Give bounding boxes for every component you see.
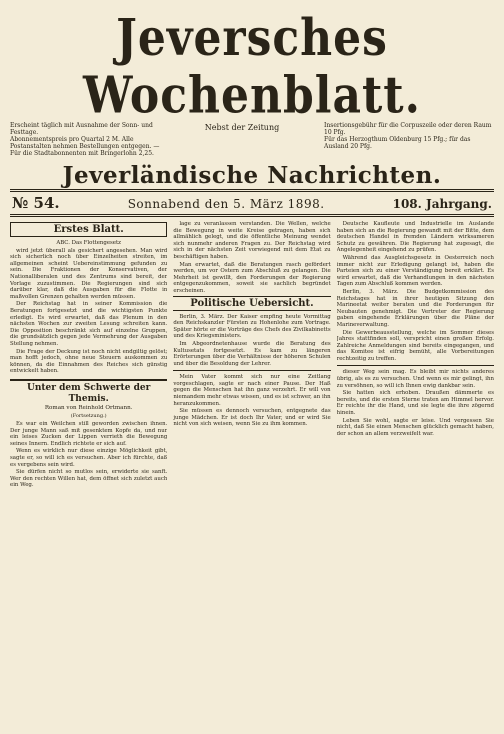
- header-rule-bottom: [10, 214, 494, 217]
- subscription-notice: [10, 122, 160, 157]
- article-columns: [10, 221, 494, 490]
- article-paragraph: lage zu veranlassen verstanden. Die Wellen, welche die Bewegung in weite Kreise getragen, haben sich allmählich gelegt, und die öffentliche Meinung wendet sich nunmehr anderen Fragen zu. Der Reichstag wird sich in der nächsten Zeit vorwiegend mit dem Etat zu beschäftigen haben.: [173, 221, 331, 260]
- column-2: [173, 221, 330, 490]
- publication-schedule: Erscheint täglich mit Ausnahme der Sonn- und Festtage.: [10, 122, 153, 136]
- regional-fee: Für das Herzogthum Oldenburg 15 Pfg.; für das Ausland 20 Pfg.: [324, 136, 471, 150]
- article-paragraph: Die Frage der Deckung ist noch nicht endgiltig gelöst; man hofft jedoch, ohne neue Steuern auskommen zu können, da die Einnahmen des Reiches sich günstig entwickelt haben.: [10, 348, 168, 375]
- article-paragraph: Der Reichstag hat in seiner Kommission die Beratungen fortgesetzt und die wichtigsten Punkte erledigt. Es wird erwartet, daß das Plenum in den nächsten Wochen zur zweiten Lesung schreiten kann. Die Opposition beschränkt sich auf einzelne Gruppen, die grundsätzlich gegen jede Vermehrung der Ausgaben Stellung nehmen.: [10, 301, 168, 347]
- news-paragraph: Deutsche Kaufleute und Industrielle im Auslande haben sich an die Regierung gewandt mit der Bitte, dem deutschen Handel in fremden Ländern wirksameren Schutz zu gewähren. Die Regierung hat zugesagt, die Angelegenheit eingehend zu prüfen.: [336, 221, 494, 254]
- serial-paragraph: Wenn es wirklich nur diese einzige Möglichkeit gibt, sagte er, so will ich es versuchen. Aber ich fürchte, daß es vergebens sein wird.: [10, 448, 168, 468]
- issue-number: № 54.: [12, 194, 60, 212]
- article-paragraph: wird jetzt überall als gesichert angesehen. Man wird sich sicherlich noch über Einzelheiten streiten, im allgemeinen scheint Uebereinstimmung gefunden zu sein. Die Fraktionen der Konservativen, der Nationalliberalen und des Zentrums sind bereit, der Vorlage zuzustimmen. Die Regierungen sind sich darüber klar, daß die Ausgaben für die Flotte in maßvollen Grenzen gehalten werden müssen.: [10, 247, 168, 300]
- article-paragraph: Man erwartet, daß die Beratungen rasch gefördert werden, um vor Ostern zum Abschluß zu gelangen. Die Mehrheit ist gewillt, den Forderungen der Regierung entgegenzukommen, soweit sie sachlich begründet erscheinen.: [173, 261, 331, 294]
- news-paragraph: Im Abgeordnetenhause wurde die Beratung des Kultusetats fortgesetzt. Es kam zu längeren Erörterungen über die Verhältnisse der höheren Schulen und über die Besoldung der Lehrer.: [173, 340, 331, 367]
- news-paragraph: Berlin, 3. März. Die Budgetkommission des Reichstages hat in ihrer heutigen Sitzung den Marineetat weiter beraten und die Forderungen für Neubauten genehmigt. Die Vertreter der Regierung gaben eingehende Erklärungen über die Pläne der Marineverwaltung.: [336, 288, 494, 328]
- subscription-price: Abonnementspreis pro Quartal 2 M. Alle Postanstalten nehmen Bestellungen entgegen. — Für die Stadtabonnenten mit Bringerlohn 2,25.: [10, 136, 160, 157]
- column-3: [337, 221, 494, 490]
- serial-paragraph: Leben Sie wohl, sagte er leise. Und vergessen Sie nicht, daß Sie einen Menschen glücklich gemacht haben, der schon an allem verzweifelt war.: [336, 417, 494, 437]
- news-paragraph: Die Gewerbeausstellung, welche im Sommer dieses Jahres stattfinden soll, verspricht einen großen Erfolg. Zahlreiche Anmeldungen sind bereits eingegangen, und das Komitee ist eifrig bemüht, alle Vorbereitungen rechtzeitig zu treffen.: [336, 329, 494, 362]
- serial-paragraph: Sie dürfen nicht so mutlos sein, erwiderte sie sanft. Wer den rechten Willen hat, dem öffnet sich zuletzt auch ein Weg.: [10, 469, 168, 489]
- column-divider: [173, 370, 330, 371]
- issue-date: Sonnabend den 5. März 1898.: [127, 197, 325, 211]
- masthead-title: Jeversches Wochenblatt.: [83, 8, 421, 125]
- section-header-first-sheet: Erstes Blatt.: [10, 222, 167, 237]
- issue-year: 108. Jahrgang.: [392, 197, 492, 211]
- section-header-politics: Politische Uebersicht.: [173, 296, 330, 311]
- article-heading: ABC. Das Flottengesetz: [56, 240, 121, 246]
- serial-continuation-note: (Fortsetzung.): [70, 413, 107, 420]
- news-paragraph: Berlin, 3. März. Der Kaiser empfing heute Vormittag den Reichskanzler Fürsten zu Hohenlohe zum Vortrage. Später hörte er die Vorträge des Chefs des Zivilkabinetts und des Kriegsministers.: [173, 313, 331, 340]
- insertion-fee: Insertionsgebühr für die Corpuszeile oder deren Raum 10 Pfg.: [324, 122, 492, 136]
- serial-paragraph: Sie müssen es dennoch versuchen, entgegnete das junge Mädchen. Er ist doch Ihr Vater, und er wird Sie nicht von sich weisen, wenn Sie zu ihm kommen.: [173, 408, 331, 428]
- serial-paragraph: Mein Vater kommt sich nur eine Zeitlang vorgeschlagen, sagte er nach einer Pause. Der Haß gegen die Menschen hat ihn ganz verzehrt. Er will von niemandem mehr etwas wissen, und es ist schwer, an ihn heranzukommen.: [173, 374, 331, 407]
- serial-paragraph: Es war ein Weilchen still geworden zwischen ihnen. Der junge Mann saß mit gesenktem Kopfe da, und nur ein leises Zucken der Lippen verrieth die Bewegung seines Innern. Endlich richtete er sich auf.: [10, 421, 168, 447]
- serial-paragraph: dieser Weg sein mag. Es bleibt mir nichts anderes übrig, als es zu versuchen. Und wenn es mir gelingt, ihn zu versöhnen, so will ich Ihnen ewig dankbar sein.: [336, 369, 494, 389]
- supplement-note: Nebst der Zeitung: [204, 123, 280, 132]
- news-paragraph: Während das Ausgleichsgesetz in Oesterreich noch immer nicht zur Erledigung gelangt ist, haben die Parteien sich zu einer Verständigung bereit erklärt. Es wird erwartet, daß die Verhandlungen in den nächsten Tagen zum Abschluß kommen werden.: [336, 254, 494, 288]
- advertising-notice: [324, 122, 494, 150]
- column-divider: [337, 365, 494, 366]
- serial-title: Unter dem Schwerte der Themis.: [10, 379, 167, 405]
- masthead-info-row: [10, 122, 494, 157]
- column-1: [10, 221, 167, 490]
- issue-line: [10, 192, 494, 214]
- serial-paragraph: Sie hatten sich erhoben. Draußen dämmerte es bereits, und die ersten Sterne traten am Himmel hervor. Er reichte ihr die Hand, und sie legte die ihre zögernd hinein.: [336, 390, 494, 417]
- newspaper-subtitle: Jeverländische Nachrichten.: [62, 162, 442, 189]
- serial-byline: Roman von Reinhold Ortmann.: [44, 404, 133, 411]
